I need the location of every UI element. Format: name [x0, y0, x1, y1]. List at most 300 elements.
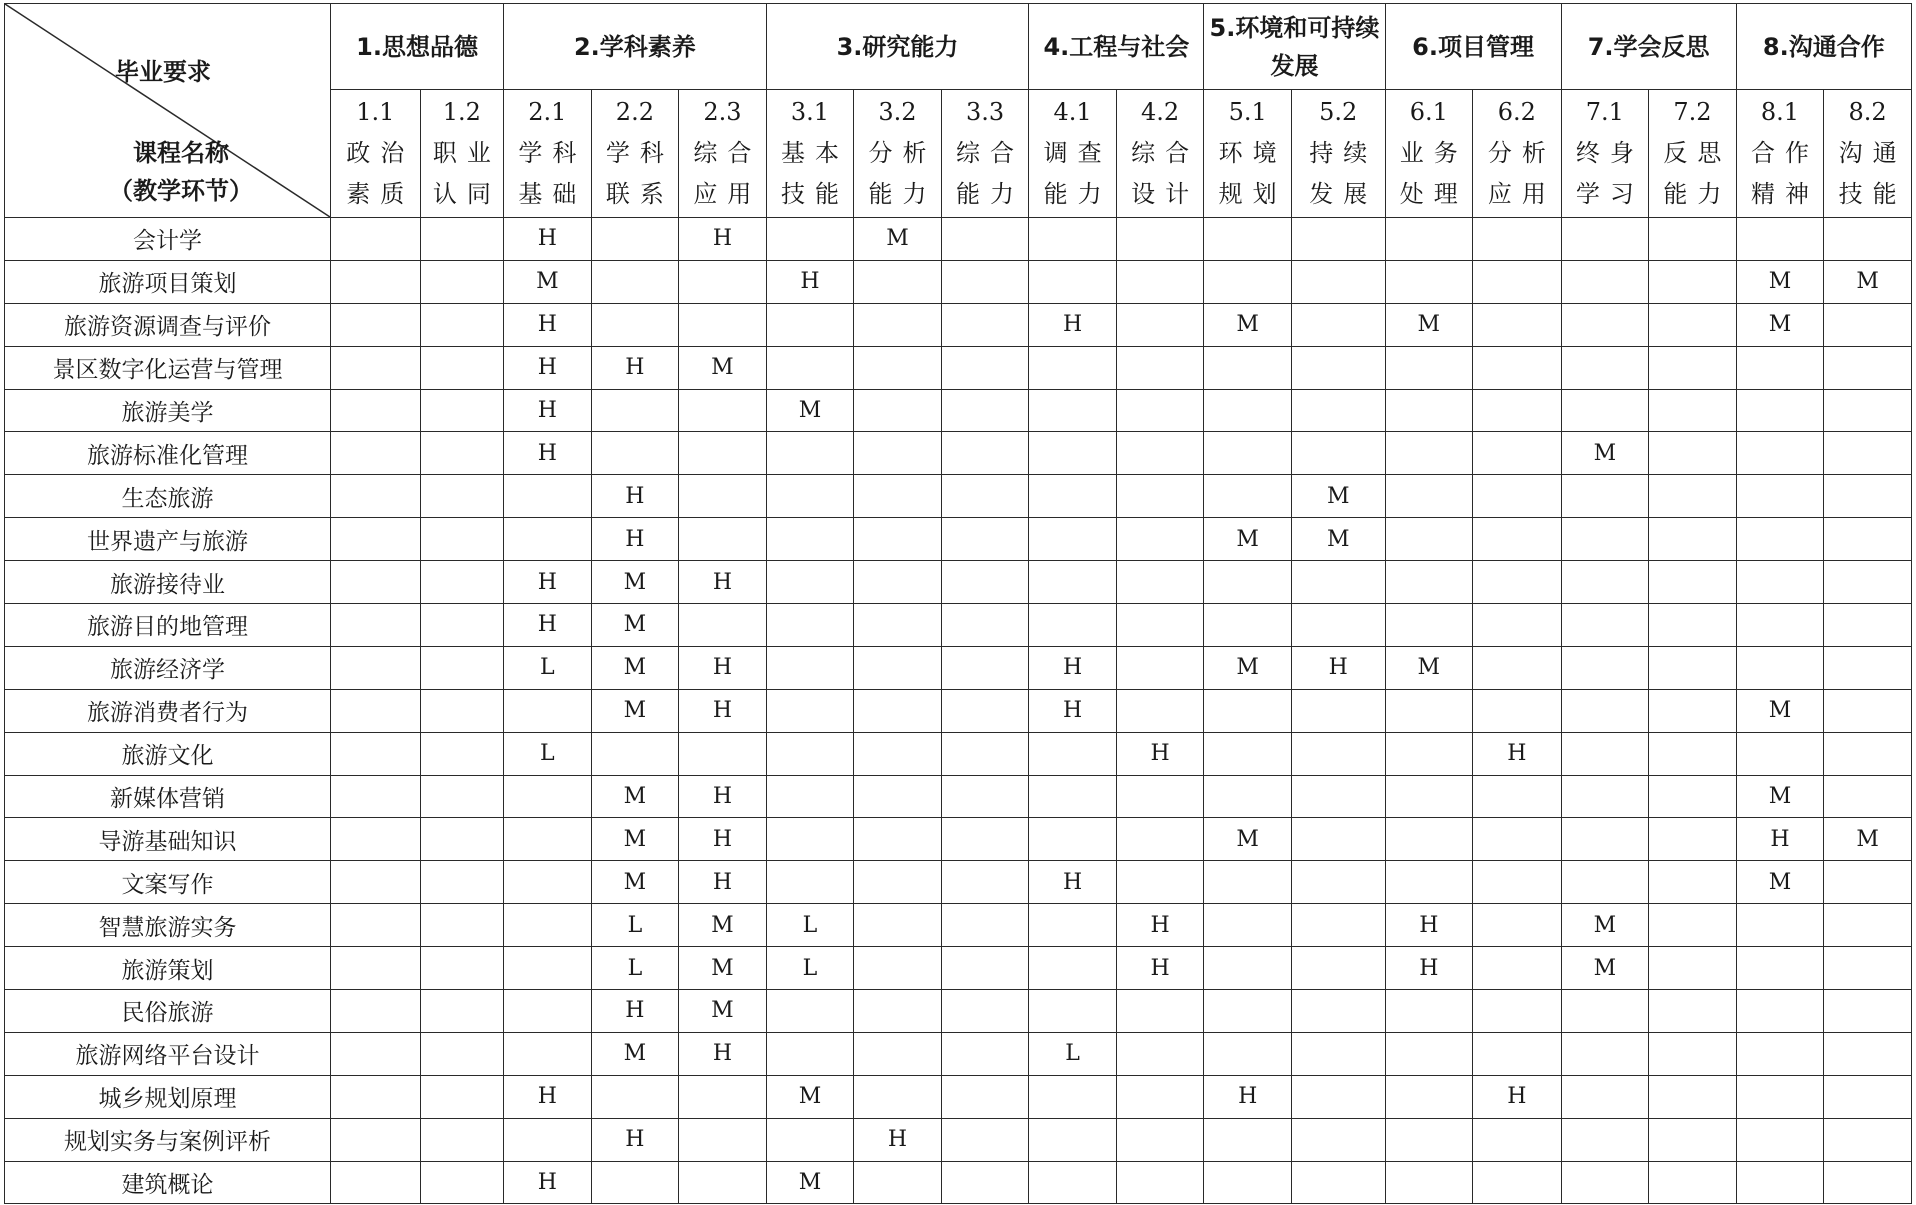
support-level-cell: H	[504, 561, 592, 604]
support-level-cell: M	[1291, 518, 1385, 561]
support-level-cell	[1649, 1161, 1737, 1204]
table-row	[5, 1118, 1912, 1161]
support-level-cell	[331, 775, 421, 818]
support-level-cell	[1291, 947, 1385, 990]
support-level-cell	[1204, 1032, 1292, 1075]
support-level-cell	[1473, 904, 1562, 947]
support-level-cell	[941, 1075, 1029, 1118]
support-level-cell	[420, 732, 504, 775]
support-level-cell	[1824, 1032, 1912, 1075]
course-name: 文案写作	[5, 861, 331, 904]
support-level-cell	[766, 732, 854, 775]
support-level-cell	[420, 861, 504, 904]
support-level-cell: H	[1385, 947, 1473, 990]
sub-name: 认同	[432, 180, 501, 208]
support-level-cell	[1204, 218, 1292, 261]
support-level-cell	[766, 561, 854, 604]
support-level-cell	[941, 604, 1029, 647]
support-level-cell	[854, 1075, 942, 1118]
support-level-cell	[1649, 904, 1737, 947]
support-level-cell	[1204, 346, 1292, 389]
support-level-cell	[1204, 1118, 1292, 1161]
course-name: 旅游网络平台设计	[5, 1032, 331, 1075]
support-level-cell	[1385, 518, 1473, 561]
support-level-cell	[331, 518, 421, 561]
support-level-cell: H	[1473, 1075, 1562, 1118]
support-level-cell	[420, 990, 504, 1033]
course-name: 旅游资源调查与评价	[5, 303, 331, 346]
support-level-cell	[1736, 947, 1824, 990]
support-level-cell	[766, 303, 854, 346]
support-level-cell	[1561, 732, 1649, 775]
support-level-cell: H	[591, 518, 679, 561]
support-level-cell	[766, 475, 854, 518]
support-level-cell	[504, 904, 592, 947]
support-level-cell: H	[1029, 646, 1117, 689]
corner-header	[5, 4, 331, 218]
sub-name: 沟通	[1838, 139, 1907, 167]
support-level-cell	[1824, 689, 1912, 732]
support-level-cell	[1473, 475, 1562, 518]
support-level-cell	[420, 1075, 504, 1118]
support-level-cell	[679, 303, 767, 346]
support-level-cell	[1824, 861, 1912, 904]
support-level-cell	[1824, 1118, 1912, 1161]
table-row	[5, 432, 1912, 475]
support-level-cell: M	[766, 389, 854, 432]
sub-code: 6.1	[1409, 98, 1448, 126]
support-level-cell	[941, 432, 1029, 475]
course-name: 旅游项目策划	[5, 260, 331, 303]
support-level-cell	[591, 732, 679, 775]
support-level-cell	[1649, 818, 1737, 861]
support-level-cell	[1824, 732, 1912, 775]
support-level-cell: H	[679, 775, 767, 818]
support-level-cell	[504, 818, 592, 861]
support-level-cell	[420, 689, 504, 732]
support-level-cell	[1116, 561, 1204, 604]
support-level-cell	[1736, 990, 1824, 1033]
support-level-cell	[1204, 947, 1292, 990]
support-level-cell: M	[766, 1161, 854, 1204]
support-level-cell	[1561, 218, 1649, 261]
sub-requirement-header	[504, 90, 592, 218]
support-level-cell	[941, 346, 1029, 389]
sub-name: 合作	[1750, 139, 1819, 167]
support-level-cell	[1736, 218, 1824, 261]
support-level-cell	[1029, 904, 1117, 947]
support-level-cell: M	[1824, 818, 1912, 861]
support-level-cell	[1473, 389, 1562, 432]
support-level-cell	[1473, 432, 1562, 475]
support-level-cell: L	[766, 947, 854, 990]
support-level-cell	[331, 1161, 421, 1204]
course-name: 智慧旅游实务	[5, 904, 331, 947]
support-level-cell	[331, 990, 421, 1033]
sub-code: 7.2	[1673, 98, 1712, 126]
support-level-cell	[941, 561, 1029, 604]
sub-requirement-header	[1473, 90, 1562, 218]
sub-requirement-header	[1385, 90, 1473, 218]
support-level-cell	[331, 346, 421, 389]
sub-requirement-header	[1204, 90, 1292, 218]
support-level-cell: H	[591, 346, 679, 389]
support-level-cell	[1385, 260, 1473, 303]
support-level-cell: H	[591, 475, 679, 518]
support-level-cell: H	[1204, 1075, 1292, 1118]
table-row	[5, 518, 1912, 561]
support-level-cell: H	[504, 432, 592, 475]
support-level-cell: M	[591, 646, 679, 689]
table-row	[5, 861, 1912, 904]
sub-name: 综合	[1131, 139, 1200, 167]
support-level-cell	[1029, 604, 1117, 647]
support-level-cell	[941, 947, 1029, 990]
support-level-cell	[1824, 1161, 1912, 1204]
support-level-cell	[854, 689, 942, 732]
support-level-cell	[591, 389, 679, 432]
support-level-cell	[1204, 904, 1292, 947]
support-level-cell: H	[504, 389, 592, 432]
support-level-cell	[1385, 775, 1473, 818]
sub-requirement-header	[1824, 90, 1912, 218]
sub-name: 学科	[605, 139, 674, 167]
support-level-cell	[591, 303, 679, 346]
support-level-cell	[591, 432, 679, 475]
support-level-cell: M	[679, 947, 767, 990]
support-level-cell	[1473, 775, 1562, 818]
support-level-cell	[1385, 1161, 1473, 1204]
sub-requirement-header	[1116, 90, 1204, 218]
group-header: 1.思想品德	[331, 4, 504, 90]
sub-requirement-header	[1649, 90, 1737, 218]
support-level-cell	[1116, 475, 1204, 518]
support-level-cell: H	[679, 689, 767, 732]
support-level-cell	[1029, 947, 1117, 990]
support-level-cell	[1029, 990, 1117, 1033]
support-level-cell	[420, 346, 504, 389]
support-level-cell	[1561, 689, 1649, 732]
support-level-cell: H	[504, 1075, 592, 1118]
sub-requirement-header	[1561, 90, 1649, 218]
support-level-cell	[1204, 689, 1292, 732]
course-name: 景区数字化运营与管理	[5, 346, 331, 389]
course-name: 旅游标准化管理	[5, 432, 331, 475]
support-level-cell	[941, 904, 1029, 947]
table-row	[5, 260, 1912, 303]
support-level-cell	[420, 303, 504, 346]
support-level-cell	[1824, 904, 1912, 947]
table-row	[5, 346, 1912, 389]
table-row	[5, 389, 1912, 432]
support-level-cell	[679, 260, 767, 303]
sub-code: 6.2	[1497, 98, 1536, 126]
support-level-cell	[1649, 303, 1737, 346]
support-level-cell	[854, 389, 942, 432]
sub-name: 规划	[1218, 180, 1287, 208]
support-level-cell	[1385, 218, 1473, 261]
sub-name: 基本	[780, 139, 849, 167]
support-level-cell: M	[591, 689, 679, 732]
support-level-cell	[331, 604, 421, 647]
support-level-cell	[331, 1032, 421, 1075]
support-level-cell	[504, 861, 592, 904]
support-level-cell: M	[679, 346, 767, 389]
support-level-cell: H	[504, 1161, 592, 1204]
support-level-cell	[420, 561, 504, 604]
support-level-cell	[854, 432, 942, 475]
sub-name: 处理	[1399, 180, 1468, 208]
sub-requirement-header	[591, 90, 679, 218]
support-level-cell	[1473, 990, 1562, 1033]
support-level-cell	[854, 861, 942, 904]
support-level-cell	[1116, 1118, 1204, 1161]
support-level-cell: H	[1116, 732, 1204, 775]
sub-requirement-header	[420, 90, 504, 218]
support-level-cell	[766, 818, 854, 861]
sub-name: 素质	[346, 180, 415, 208]
support-level-cell	[1736, 1161, 1824, 1204]
support-level-cell	[504, 947, 592, 990]
support-level-cell	[854, 346, 942, 389]
support-level-cell	[1649, 218, 1737, 261]
support-level-cell	[1385, 990, 1473, 1033]
support-level-cell	[1291, 861, 1385, 904]
table-row	[5, 689, 1912, 732]
sub-name: 基础	[518, 180, 587, 208]
support-level-cell	[854, 475, 942, 518]
support-level-cell	[1473, 561, 1562, 604]
support-level-cell	[679, 604, 767, 647]
sub-name: 持续	[1309, 139, 1378, 167]
support-level-cell	[941, 990, 1029, 1033]
support-level-cell	[1291, 561, 1385, 604]
support-level-cell	[1561, 1118, 1649, 1161]
support-level-cell	[420, 1118, 504, 1161]
support-level-cell	[854, 1032, 942, 1075]
support-level-cell	[679, 432, 767, 475]
support-level-cell	[420, 947, 504, 990]
support-level-cell	[1736, 346, 1824, 389]
support-level-cell	[1385, 389, 1473, 432]
support-level-cell	[1116, 346, 1204, 389]
table-row	[5, 947, 1912, 990]
support-level-cell	[1029, 260, 1117, 303]
support-level-cell	[1649, 646, 1737, 689]
support-level-cell	[1291, 775, 1385, 818]
sub-code: 2.2	[615, 98, 654, 126]
support-level-cell: H	[679, 818, 767, 861]
support-level-cell	[1473, 604, 1562, 647]
support-level-cell	[1473, 818, 1562, 861]
support-level-cell	[1204, 260, 1292, 303]
support-level-cell	[679, 475, 767, 518]
support-level-cell	[1029, 1075, 1117, 1118]
support-level-cell	[1029, 561, 1117, 604]
sub-name: 设计	[1131, 180, 1200, 208]
sub-name: 反思	[1663, 139, 1732, 167]
sub-code: 7.1	[1585, 98, 1624, 126]
course-name: 旅游文化	[5, 732, 331, 775]
support-level-cell: L	[504, 732, 592, 775]
sub-code: 8.2	[1848, 98, 1887, 126]
support-level-cell	[1824, 947, 1912, 990]
table-row	[5, 732, 1912, 775]
support-level-cell	[854, 732, 942, 775]
support-level-cell	[1824, 1075, 1912, 1118]
support-level-cell	[854, 260, 942, 303]
support-level-cell	[420, 604, 504, 647]
requirements-table	[4, 3, 1912, 1204]
support-level-cell	[766, 1118, 854, 1161]
support-level-cell	[1029, 346, 1117, 389]
support-level-cell: M	[1561, 904, 1649, 947]
course-name: 旅游策划	[5, 947, 331, 990]
support-level-cell	[1116, 990, 1204, 1033]
support-level-cell	[679, 732, 767, 775]
support-level-cell: M	[591, 1032, 679, 1075]
support-level-cell: H	[679, 218, 767, 261]
support-level-cell: H	[679, 646, 767, 689]
support-level-cell	[1029, 389, 1117, 432]
support-level-cell	[1204, 990, 1292, 1033]
corner-label-requirements: 毕业要求	[115, 58, 211, 86]
group-header: 2.学科素养	[504, 4, 767, 90]
support-level-cell	[1561, 260, 1649, 303]
support-level-cell: L	[591, 904, 679, 947]
support-level-cell: H	[504, 303, 592, 346]
support-level-cell	[941, 861, 1029, 904]
support-level-cell	[591, 1161, 679, 1204]
support-level-cell: H	[854, 1118, 942, 1161]
support-level-cell	[331, 1075, 421, 1118]
support-level-cell	[1561, 346, 1649, 389]
course-name: 生态旅游	[5, 475, 331, 518]
support-level-cell	[1204, 432, 1292, 475]
support-level-cell	[591, 218, 679, 261]
support-level-cell	[420, 818, 504, 861]
support-level-cell	[504, 1032, 592, 1075]
sub-name: 分析	[1487, 139, 1556, 167]
support-level-cell: H	[504, 218, 592, 261]
support-level-cell	[1736, 475, 1824, 518]
support-level-cell	[1649, 346, 1737, 389]
support-level-cell	[504, 990, 592, 1033]
support-level-cell	[1736, 432, 1824, 475]
sub-requirement-header	[766, 90, 854, 218]
sub-requirement-header	[1291, 90, 1385, 218]
support-level-cell	[854, 518, 942, 561]
table-row	[5, 218, 1912, 261]
support-level-cell	[420, 904, 504, 947]
support-level-cell	[1291, 990, 1385, 1033]
support-level-cell	[941, 1161, 1029, 1204]
sub-name: 能力	[956, 180, 1025, 208]
course-name: 旅游接待业	[5, 561, 331, 604]
support-level-cell	[504, 689, 592, 732]
support-level-cell	[1116, 646, 1204, 689]
support-level-cell	[941, 218, 1029, 261]
support-level-cell	[1116, 775, 1204, 818]
support-level-cell	[1029, 1118, 1117, 1161]
support-level-cell	[420, 432, 504, 475]
support-level-cell	[1204, 861, 1292, 904]
support-level-cell	[854, 1161, 942, 1204]
support-level-cell	[854, 818, 942, 861]
sub-code: 2.3	[703, 98, 742, 126]
sub-name: 综合	[956, 139, 1025, 167]
support-level-cell	[1824, 990, 1912, 1033]
support-level-cell	[1736, 604, 1824, 647]
course-name: 规划实务与案例评析	[5, 1118, 331, 1161]
support-level-cell	[1116, 818, 1204, 861]
support-level-cell: M	[1736, 689, 1824, 732]
sub-name: 应用	[693, 180, 762, 208]
support-level-cell: H	[591, 1118, 679, 1161]
support-level-cell	[420, 518, 504, 561]
support-level-cell	[766, 346, 854, 389]
sub-name: 联系	[605, 180, 674, 208]
support-level-cell	[1029, 218, 1117, 261]
support-level-cell	[420, 646, 504, 689]
support-level-cell	[1291, 1075, 1385, 1118]
support-level-cell	[1116, 303, 1204, 346]
support-level-cell	[1561, 1032, 1649, 1075]
support-level-cell	[1291, 346, 1385, 389]
support-level-cell: M	[679, 990, 767, 1033]
support-level-cell	[504, 518, 592, 561]
support-level-cell	[331, 260, 421, 303]
support-level-cell	[1385, 561, 1473, 604]
table-row	[5, 1161, 1912, 1204]
table-row	[5, 775, 1912, 818]
support-level-cell	[1385, 346, 1473, 389]
support-level-cell	[941, 303, 1029, 346]
support-level-cell	[1649, 432, 1737, 475]
table-row	[5, 475, 1912, 518]
support-level-cell: L	[591, 947, 679, 990]
support-level-cell	[941, 1118, 1029, 1161]
support-level-cell	[1116, 604, 1204, 647]
support-level-cell	[1291, 389, 1385, 432]
support-level-cell	[766, 604, 854, 647]
support-level-cell	[1649, 861, 1737, 904]
support-level-cell	[1736, 561, 1824, 604]
support-level-cell	[1385, 861, 1473, 904]
support-level-cell	[1561, 1075, 1649, 1118]
support-level-cell	[1473, 689, 1562, 732]
support-level-cell	[1204, 389, 1292, 432]
support-level-cell	[1736, 904, 1824, 947]
support-level-cell	[1291, 818, 1385, 861]
support-level-cell	[941, 389, 1029, 432]
group-header: 7.学会反思	[1561, 4, 1736, 90]
support-level-cell: M	[1561, 947, 1649, 990]
table-row	[5, 646, 1912, 689]
support-level-cell: M	[1204, 518, 1292, 561]
table-row	[5, 561, 1912, 604]
support-level-cell	[1649, 561, 1737, 604]
support-level-cell	[331, 1118, 421, 1161]
support-level-cell	[1291, 1032, 1385, 1075]
sub-name: 学习	[1575, 180, 1644, 208]
support-level-cell: H	[1116, 947, 1204, 990]
support-level-cell	[331, 646, 421, 689]
group-header: 4.工程与社会	[1029, 4, 1204, 90]
support-level-cell	[766, 990, 854, 1033]
support-level-cell	[1649, 775, 1737, 818]
support-level-cell: H	[679, 561, 767, 604]
